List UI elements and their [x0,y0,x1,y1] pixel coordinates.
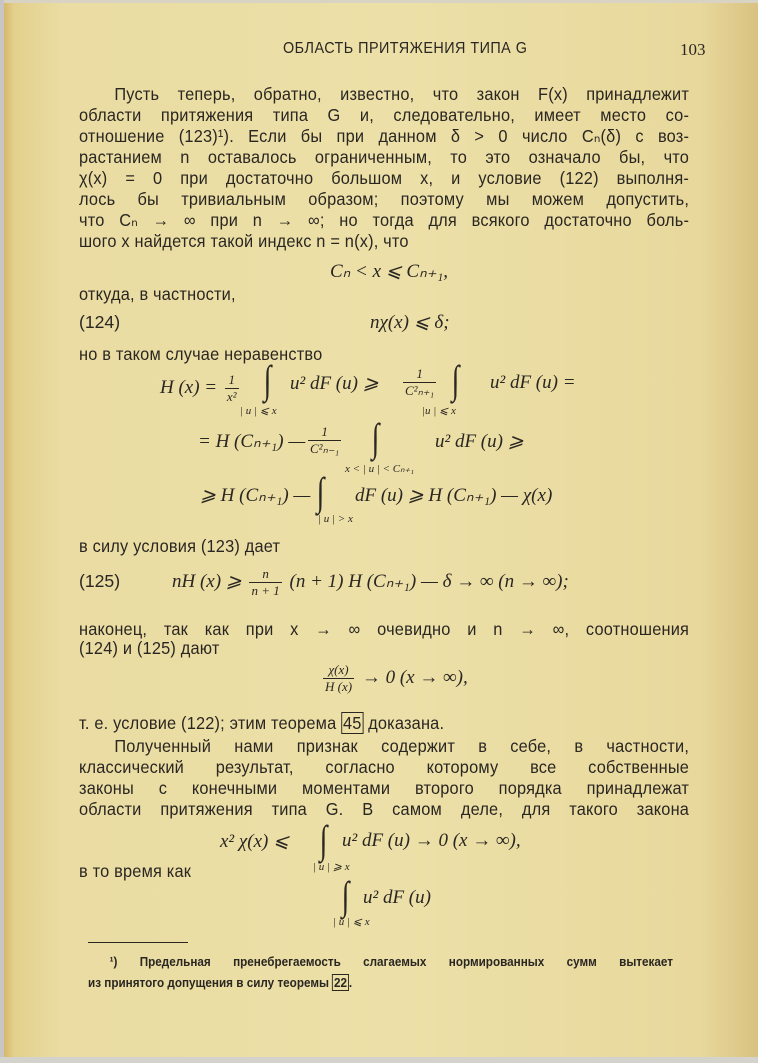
footnote-line-2: из принятого допущения в силу теоремы 22 . [88,975,353,990]
footnote-line-1: ¹) Предельная пренебрегаемость слагаемых нормированных сумм вытекает [109,954,674,969]
inequality-row-1 [160,372,242,405]
integral-sign: ∫ [341,873,350,918]
inequality-row-2-lhs: = H (Cₙ₊₁) — [198,431,306,452]
integral-sign: ∫ [319,817,328,862]
integral-limit-1: | u | ⩽ x [240,405,277,417]
running-title: ОБЛАСТЬ ПРИТЯЖЕНИЯ ТИПА G [283,40,528,57]
formula-ratio-limit: $\frac{\chi(x)}{H (x)}$ → 0 (x → ∞), [325,662,468,694]
formula-x2chi-limit: | u | ⩾ x [313,861,350,873]
text-v-to-vremya: в то время как [79,861,192,881]
integral-limit-3: x < | u | < Cₙ₊₁ [345,463,415,475]
theorem-ref-45[interactable]: 45 [342,713,362,733]
integral-sign: ∫ [316,469,325,514]
formula-x2chi-body: u² dF (u) → 0 (x → ∞), [342,830,521,851]
formula-last-body: u² dF (u) [363,887,431,908]
paragraph-3-line-3: законы с конечными моментами второго порядка принадлежат [79,778,690,798]
text-otkuda: откуда, в частности, [79,284,236,304]
paragraph-1-line-2: области притяжения типа G и, следовательно, имеет место со- [79,105,690,125]
paragraph-1-line-7: что Cₙ → ∞ при n → ∞; но тогда для всякого достаточно боль- [79,210,690,230]
integral-limit-4: | u | > x [318,513,353,525]
paragraph-3-line-1: Полученный нами признак содержит в себе, в частности, [114,736,690,756]
formula-x2chi-lhs: x² χ(x) ⩽ [220,831,289,852]
integral-limit-2: |u | ⩽ x [422,405,456,417]
paragraph-2-line-1: наконец, так как при x → ∞ очевидно и n → ∞, соотношения [79,619,690,639]
paragraph-1-line-3: отношение (123)¹). Если бы при данном δ > 0 число Cₙ(δ) с воз- [79,126,690,146]
integral-body-2: u² dF (u) = [490,372,576,393]
paragraph-1-line-8: шого x найдется такой индекс n = n(x), что [79,231,409,251]
integral-body-3: u² dF (u) ⩾ [435,431,524,452]
paragraph-2-line-2: (124) и (125) дают [79,638,220,658]
integral-sign: ∫ [263,357,272,402]
paragraph-1-line-4: растанием n оставалось ограниченным, то это означало бы, что [79,147,690,167]
text-v-silu: в силу условия (123) дает [79,536,281,556]
text-no-v-takom: но в таком случае неравенство [79,344,323,364]
fraction-1-over-x2: $\frac{1}{\text{x²}}$ [226,372,237,404]
conclusion-line: т. е. условие (122); этим теорема 45 доказана. [79,713,445,733]
formula-last-limit: | u | ⩽ x [333,916,370,928]
fraction-1-over-cnm1sq: $\frac{1}{\text{C²ₙ₋₁}}$ [310,424,340,456]
equation-number-124: (124) [79,312,121,332]
integral-body-1: u² dF (u) ⩾ [290,373,379,394]
paragraph-1-line-1: Пусть теперь, обратно, известно, что закон F(x) принадлежит [114,84,690,104]
equation-124: nχ(x) ⩽ δ; [370,312,450,333]
equation-number-125: (125) [79,571,121,591]
paragraph-3-line-2: классический результат, согласно которому все собственные [79,757,690,777]
integral-sign: ∫ [371,415,380,460]
h-of-x-lhs: H (x) = [160,376,218,398]
fraction-1-over-cn1sq: $\frac{1}{\text{C²ₙ₊₁}}$ [405,366,435,398]
page-number: 103 [680,40,706,59]
paragraph-1-line-5: χ(x) = 0 при достаточно большом x, и условие (122) выполня- [79,168,690,188]
theorem-ref-22[interactable]: 22 [334,975,348,990]
formula-cn-interval: Cₙ < x ⩽ Cₙ₊₁, [330,261,449,282]
inequality-row-3-lhs: ⩾ H (Cₙ₊₁) — [200,485,311,506]
paragraph-1-line-6: лось бы тривиальным образом; поэтому мы можем допустить, [79,189,690,209]
integral-body-4: dF (u) ⩾ H (Cₙ₊₁) — χ(x) [355,485,553,506]
integral-sign: ∫ [451,357,460,402]
footnote-separator [88,942,188,943]
equation-125: nH (x) ⩾ $\frac{n}{n + 1}$ (n + 1) H (Cₙ₊₁) — δ → ∞ (n → ∞); [172,566,569,598]
paragraph-3-line-4: области притяжения типа G. В самом деле, для такого закона [79,799,690,819]
fraction-n-over-n-plus-1: $\frac{n}{n + 1}$ [251,566,280,598]
